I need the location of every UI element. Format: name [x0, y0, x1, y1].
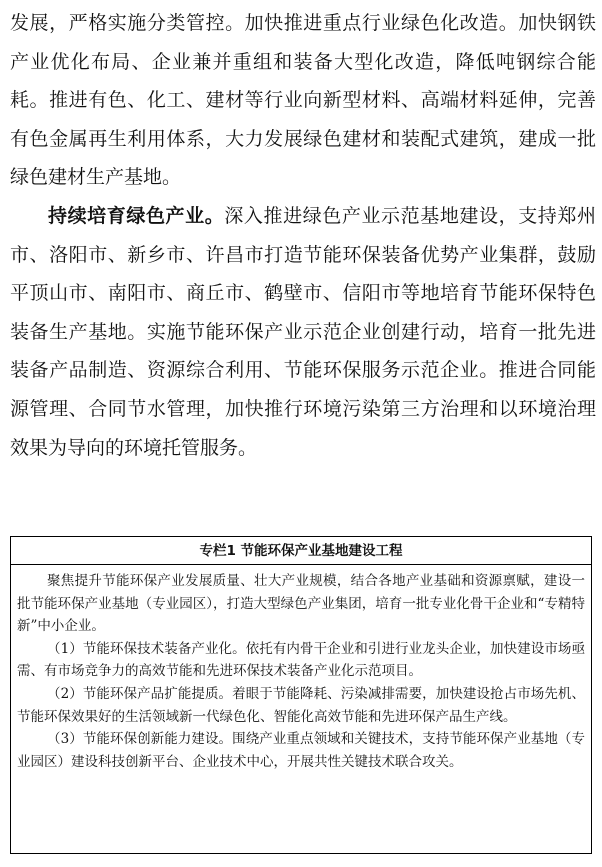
column-box-body: [17, 570, 585, 773]
paragraph-text: 深入推进绿色产业示范基地建设，支持郑州市、洛阳市、新乡市、许昌市打造节能环保装备优势产业集群，鼓励平顶山市、南阳市、商丘市、鹤壁市、信阳市等地培育节能环保特色装备生产基地。实施节能环保产业示范企业创建行动，培育一批先进装备产品制造、资源综合利用、节能环保服务示范企业。推进合同能源管理、合同节水管理，加快推行环境污染第三方治理和以环境治理效果为导向的环境托管服务。: [10, 204, 596, 459]
column-box-item: （2）节能环保产品扩能提质。着眼于节能降耗、污染减排需要，加快建设抢占市场先机、节能环保效果好的生活领域新一代绿色化、智能化高效节能和先进环保产品生产线。: [17, 685, 585, 725]
paragraph-continuation: [10, 4, 596, 197]
column-box-intro: 聚焦提升节能环保产业发展质量、壮大产业规模，结合各地产业基础和资源禀赋，建设一批节能环保产业基地（专业园区），打造大型绿色产业集团，培育一批专业化骨干企业和“专精特新”中小企业。: [17, 573, 585, 635]
column-box-title: 专栏1 节能环保产业基地建设工程: [11, 537, 591, 565]
column-box: [10, 536, 592, 854]
column-box-item: （3）节能环保创新能力建设。围绕产业重点领域和关键技术，支持节能环保产业基地（专业园区）建设科技创新平台、企业技术中心，开展共性关键技术联合攻关。: [17, 731, 585, 770]
paragraph-green-industry: [10, 197, 596, 467]
document-body: [10, 4, 596, 467]
column-box-item: （1）节能环保技术装备产业化。依托有内骨干企业和引进行业龙头企业，加快建设市场亟需、有市场竞争力的高效节能和先进环保技术装备产业化示范项目。: [17, 640, 585, 680]
paragraph-lead-heading: 持续培育绿色产业。: [48, 204, 225, 227]
paragraph-text: 发展，严格实施分类管控。加快推进重点行业绿色化改造。加快钢铁产业优化布局、企业兼并重组和装备大型化改造，降低吨钢综合能耗。推进有色、化工、建材等行业向新型材料、高端材料延伸，完善有色金属再生利用体系，大力发展绿色建材和装配式建筑，建成一批绿色建材生产基地。: [10, 12, 596, 189]
